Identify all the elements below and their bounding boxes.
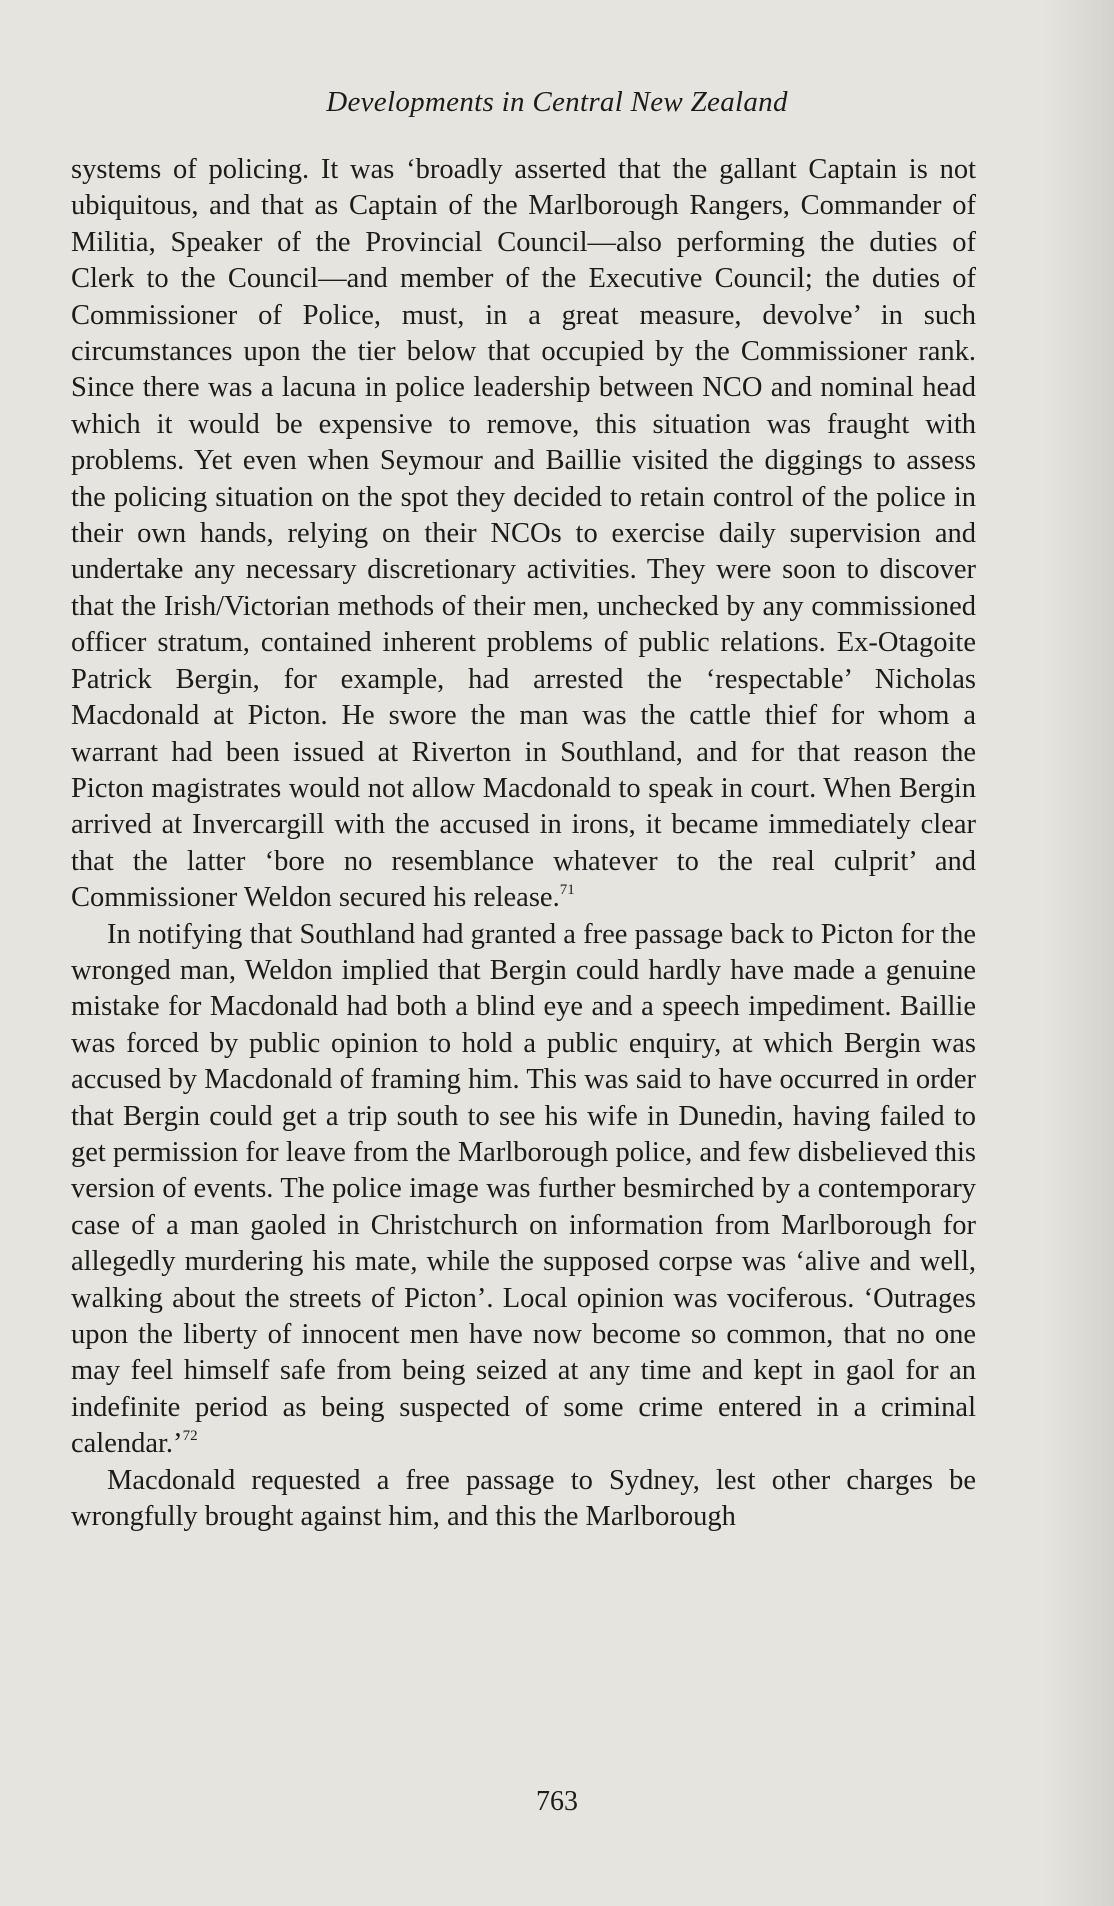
paragraph-2 (71, 917, 976, 1463)
page-edge-shadow (1044, 0, 1114, 1906)
footnote-ref-72: 72 (182, 1428, 198, 1445)
footnote-ref-71: 71 (559, 882, 575, 899)
paragraph-3 (71, 1463, 976, 1536)
paragraph-1 (71, 152, 976, 917)
body-text (71, 152, 976, 1535)
running-header: Developments in Central New Zealand (326, 86, 788, 118)
paragraph-2-text: In notifying that Southland had granted a free passage back to Picton for the wronged man, Weldon implied that Bergin could hardly have made a genuine mistake for Macdonald had both a blind eye and a speech impediment. Baillie was forced by public opinion to hold a public enquiry, at which Bergin was accused by Macdonald of framing him. This was said to have occurred in order that Bergin could get a trip south to see his wife in Dunedin, having failed to get permission for leave from the Marlborough police, and few disbelieved this version of events. The police image was further besmirched by a contemporary case of a man gaoled in Christchurch on information from Marlborough for allegedly murdering his mate, while the supposed corpse was ‘alive and well, walking about the streets of Picton’. Local opinion was vociferous. ‘Outrages upon the liberty of innocent men have now become so common, that no one may feel himself safe from being seized at any time and kept in gaol for an indefinite period as being suspected of some crime entered in a criminal calendar.’ (71, 918, 976, 1460)
paragraph-1-text: systems of policing. It was ‘broadly asserted that the gallant Captain is not ubiquitous, and that as Captain of the Marlborough Rangers, Commander of Militia, Speaker of the Provincial Council—also performing the duties of Clerk to the Council—and member of the Executive Council; the duties of Commissioner of Police, must, in a great measure, devolve’ in such circumstances upon the tier below that occupied by the Commissioner rank. Since there was a lacuna in police leadership between NCO and nominal head which it would be expensive to remove, this situation was fraught with problems. Yet even when Seymour and Baillie visited the diggings to assess the policing situation on the spot they decided to retain control of the police in their own hands, relying on their NCOs to exercise daily supervision and undertake any necessary discretionary activities. They were soon to discover that the Irish/Victorian methods of their men, unchecked by any commissioned officer stratum, contained inherent problems of public relations. Ex-Otagoite Patrick Bergin, for example, had arrested the ‘respectable’ Nicholas Macdonald at Picton. He swore the man was the cattle thief for whom a warrant had been issued at Riverton in Southland, and for that reason the Picton magistrates would not allow Macdonald to speak in court. When Bergin arrived at Invercargill with the accused in irons, it became immediately clear that the latter ‘bore no resemblance whatever to the real culprit’ and Commissioner Weldon secured his release. (71, 154, 976, 914)
page-number: 763 (536, 1786, 578, 1817)
paragraph-3-text: Macdonald requested a free passage to Sydney, lest other charges be wrongfully brought against him, and this the Marlborough (71, 1464, 976, 1533)
